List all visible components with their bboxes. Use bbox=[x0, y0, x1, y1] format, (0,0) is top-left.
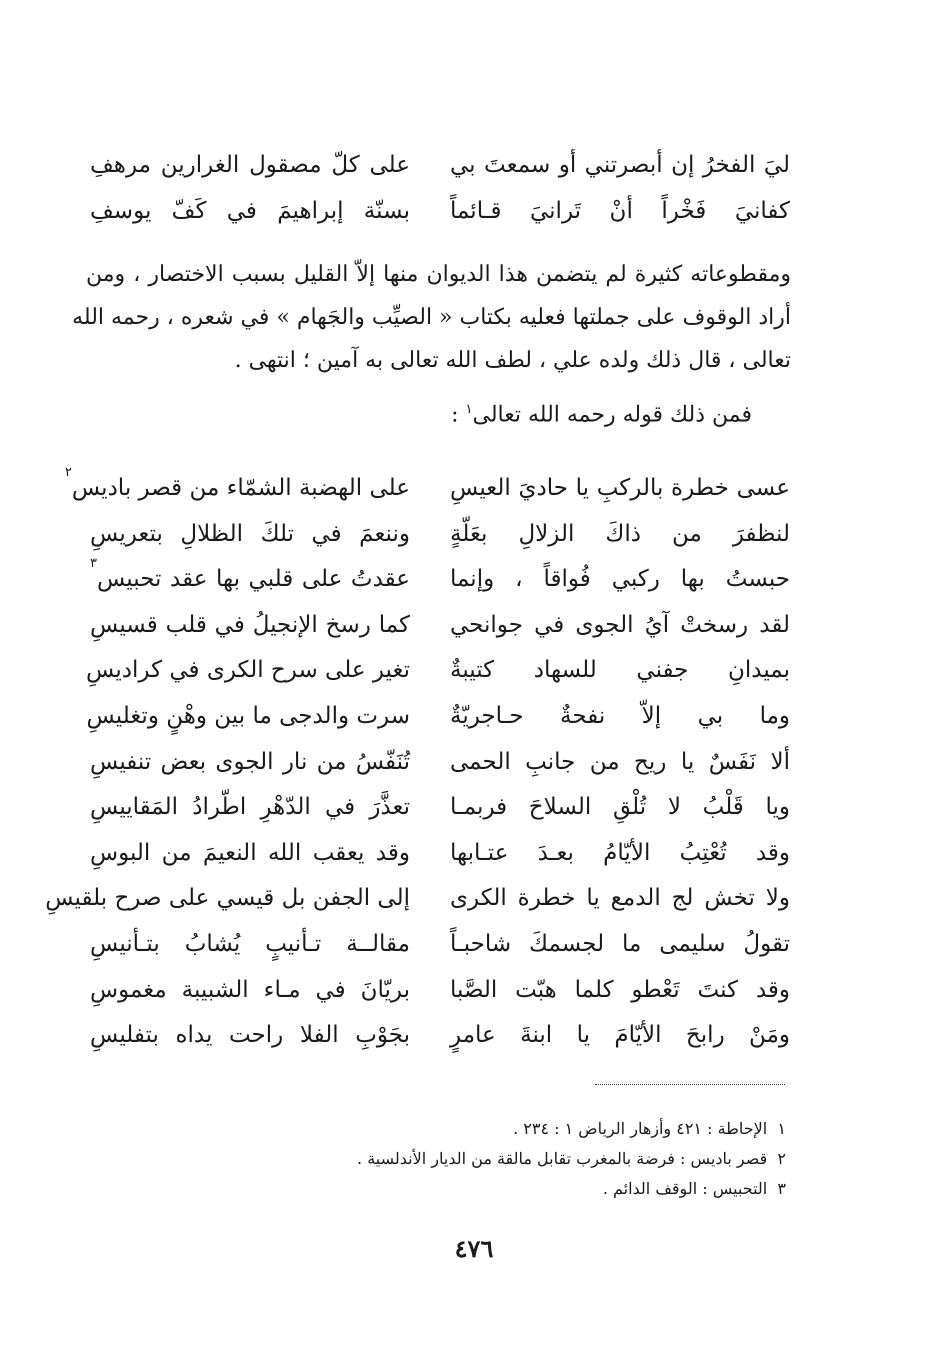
verse-second-hemistich-wrap bbox=[90, 512, 410, 558]
verse-second-hemistich-wrap bbox=[86, 648, 410, 694]
footnotes bbox=[357, 1114, 786, 1204]
footnote-number: ١ bbox=[777, 1119, 786, 1138]
verse-line bbox=[90, 740, 790, 786]
verse-second-hemistich: عقدتُ على قلبي بها عقد تحبيس bbox=[96, 566, 410, 593]
verse-line bbox=[90, 512, 790, 558]
verse-second-hemistich-wrap bbox=[64, 465, 410, 512]
verse-line bbox=[86, 648, 790, 694]
prose-paragraph bbox=[72, 253, 791, 382]
verse-second-hemistich: تُنَفّسُ من نار الجوى بعض تنفيسِ bbox=[90, 748, 410, 775]
verse-second-hemistich: وننعمَ في تلكَ الظلالِ بتعريسِ bbox=[90, 520, 410, 547]
verse-second-hemistich: بريّانَ في مـاء الشبيبة مغموسِ bbox=[90, 976, 410, 1003]
footnote-item bbox=[357, 1174, 786, 1204]
verse-second-hemistich-wrap bbox=[90, 557, 410, 603]
poem-intro-text: فمن ذلك قوله رحمه الله تعالى bbox=[472, 402, 752, 428]
verse-line bbox=[90, 603, 790, 649]
intro-verses bbox=[90, 142, 790, 234]
footnote-number: ٢ bbox=[777, 1149, 786, 1168]
verse-first-hemistich: لنظفرَ من ذاكَ الزلالِ بعَلّةٍ bbox=[450, 520, 790, 547]
verse-first-hemistich: ومَنْ رابحَ الأيّامَ يا ابنةَ عامرٍ bbox=[450, 1022, 790, 1049]
verse-line bbox=[45, 876, 790, 922]
verse-second-hemistich: سرت والدجى ما بين وهْنٍ وتغليسِ bbox=[86, 702, 410, 729]
verse-second-hemistich: وقد يعقب الله النعيمَ من البوسِ bbox=[90, 839, 410, 866]
verse-first-hemistich: ليَ الفخرُ إن أبصرتني أو سمعتَ بي bbox=[450, 152, 790, 178]
verse-line bbox=[90, 557, 790, 603]
verse-line bbox=[90, 831, 790, 877]
footnote-text: الإحاطة : ٤٢١ وأزهار الرياض ١ : ٢٣٤ . bbox=[513, 1119, 768, 1138]
footnote-item bbox=[357, 1144, 786, 1174]
footnote-number: ٣ bbox=[777, 1179, 786, 1198]
verse-line bbox=[86, 694, 790, 740]
verse-second-hemistich-wrap bbox=[86, 694, 410, 740]
poem bbox=[45, 465, 790, 1059]
verse-line bbox=[90, 785, 790, 831]
footnote-ref: ٢ bbox=[64, 465, 72, 480]
verse-second-hemistich-wrap bbox=[45, 876, 410, 922]
verse-second-hemistich: مقالــة تـأنيبٍ يُشابُ بتـأنيسِ bbox=[90, 930, 410, 957]
poem-intro-colon: : bbox=[451, 402, 466, 428]
verse-second-hemistich-wrap bbox=[90, 922, 410, 968]
footnote-ref: ٣ bbox=[90, 556, 97, 572]
verse-second-hemistich: كما رسخ الإنجيلُ في قلب قسيسِ bbox=[90, 611, 410, 638]
verse-first-hemistich: وقد تُعْتِبُ الأيّامُ بعـدَ عتـابها bbox=[450, 839, 790, 866]
verse-line bbox=[64, 465, 790, 512]
footnote-item bbox=[357, 1114, 786, 1144]
verse-first-hemistich: بميدانِ جفني للسهاد كتيبةٌ bbox=[450, 657, 790, 684]
verse-line bbox=[90, 1013, 790, 1059]
page-number: ٤٧٦ bbox=[454, 1234, 494, 1263]
verse-line bbox=[90, 922, 790, 968]
verse-first-hemistich: ولا تخش لج الدمع يا خطرة الكرى bbox=[450, 885, 790, 912]
verse-first-hemistich: كفانيَ فَخْراً أنْ تَرانيَ قـائماً bbox=[450, 198, 790, 224]
verse-first-hemistich: ويا قَلْبُ لا تُلْقِ السلاحَ فربمـا bbox=[450, 794, 790, 821]
verse-line bbox=[90, 142, 790, 188]
verse-second-hemistich: تعذَّرَ في الدّهْرِ اطّرادُ المَقاييسِ bbox=[90, 794, 410, 821]
verse-second-hemistich: على الهضبة الشمّاء من قصر باديس bbox=[71, 475, 410, 501]
prose-line: أراد الوقوف على جملتها فعليه بكتاب « الصيِّب والجَهام » في شعره ، رحمه الله bbox=[72, 305, 791, 330]
verse-line bbox=[90, 188, 790, 234]
verse-first-hemistich: حبستُ بها ركبي فُواقاً ، وإنما bbox=[450, 566, 790, 593]
footnote-text: قصر باديس : فرضة بالمغرب تقابل مالقة من الديار الأندلسية . bbox=[357, 1149, 768, 1168]
verse-second-hemistich: إلى الجفن بل قيسي على صرح بلقيسِ bbox=[45, 885, 410, 912]
verse-second-hemistich-wrap bbox=[90, 785, 410, 831]
prose-line: ومقطوعاته كثيرة لم يتضمن هذا الديوان منها إلاّ القليل بسبب الاختصار ، ومن bbox=[86, 262, 791, 287]
verse-second-hemistich-wrap bbox=[90, 740, 410, 786]
verse-first-hemistich: وقد كنتَ تَعْطو كلما هبّت الصَّبا bbox=[450, 976, 790, 1003]
verse-line bbox=[90, 968, 790, 1014]
footnote-divider bbox=[595, 1084, 785, 1085]
verse-second-hemistich-wrap bbox=[90, 1013, 410, 1059]
verse-second-hemistich-wrap bbox=[90, 968, 410, 1014]
prose-line: تعالى ، قال ذلك ولده علي ، لطف الله تعالى به آمين ؛ انتهى . bbox=[234, 348, 791, 373]
verse-second-hemistich: على كلّ مصقول الغرارين مرهفِ bbox=[90, 152, 410, 178]
verse-second-hemistich-wrap bbox=[90, 831, 410, 877]
footnote-ref: ١ bbox=[465, 402, 473, 417]
poem-intro bbox=[451, 402, 752, 427]
verse-second-hemistich-wrap bbox=[90, 603, 410, 649]
footnote-text: التحبيس : الوقف الدائم . bbox=[602, 1179, 768, 1198]
verse-first-hemistich: تقولُ سليمى ما لجسمكَ شاحبـاً bbox=[450, 930, 790, 957]
verse-first-hemistich: وما بي إلاّ نفحةٌ حـاجريّةٌ bbox=[450, 702, 790, 729]
verse-second-hemistich: بجَوْبِ الفلا راحت يداه بتفليسِ bbox=[90, 1022, 410, 1049]
verse-second-hemistich: تغير على سرح الكرى في كراديسِ bbox=[86, 657, 410, 684]
verse-first-hemistich: ألا نَفَسٌ يا ريح من جانبِ الحمى bbox=[450, 748, 790, 775]
verse-second-hemistich: بسنّة إبراهيمَ في كَفّ يوسفِ bbox=[90, 198, 410, 224]
verse-first-hemistich: لقد رسختْ آيُ الجوى في جوانحي bbox=[450, 611, 790, 638]
verse-first-hemistich: عسى خطرة بالركبِ يا حاديَ العيسِ bbox=[450, 475, 790, 501]
